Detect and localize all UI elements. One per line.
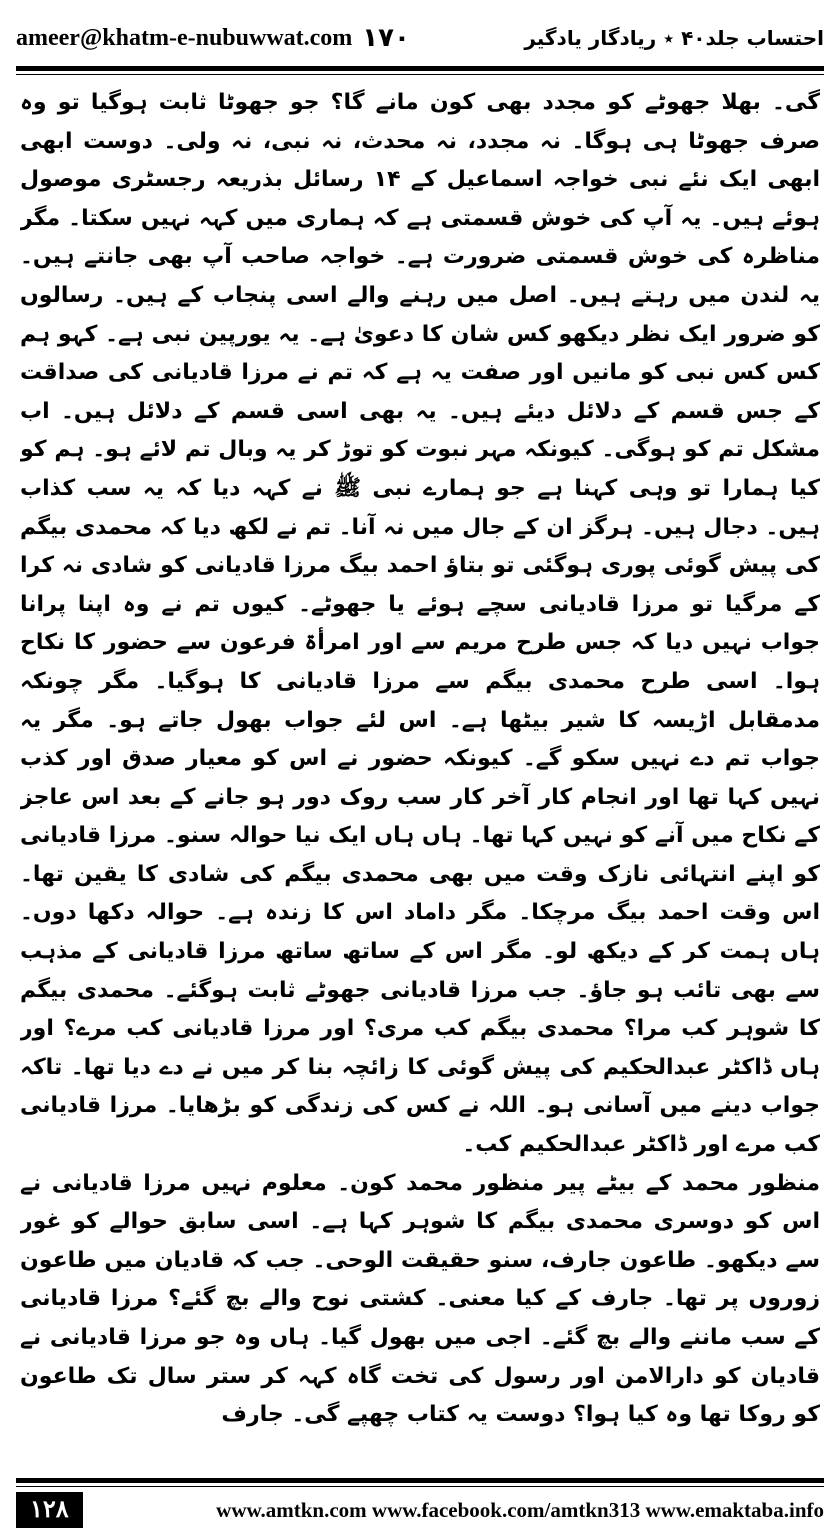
page-header bbox=[16, 14, 824, 62]
header-left bbox=[16, 23, 410, 53]
page-number: ۱۷۰ bbox=[362, 23, 410, 53]
book-title: احتساب جلد۴۰ ٭ ریادگار یادگیر bbox=[524, 26, 824, 50]
email-address: ameer@khatm-e-nubuwwat.com bbox=[16, 24, 353, 51]
footer-rule-thick bbox=[16, 1478, 824, 1483]
header-rule-thick bbox=[16, 66, 824, 71]
paragraph-2: منظور محمد کے بیٹے پیر منظور محمد کون۔ معلوم نہیں مرزا قادیانی نے اس کو دوسری محمدی بیگم کا شوہر کہا ہے۔ اسی سابق حوالے کو غور سے دیکھو۔ طاعون جارف، سنو حقیقت الوحی۔ جب کہ قادیان میں طاعون زوروں پر تھا۔ جارف کے کیا معنی۔ کشتی نوح والے بچ گئے؟ مرزا قادیانی کے سب ماننے والے بچ گئے۔ اجی میں بھول گیا۔ ہاں وہ جو مرزا قادیانی نے قادیان کو دارالامن اور رسول کی تخت گاہ کہہ کر ستر سال تک طاعون کو روکا تھا وہ کیا ہوا؟ دوست یہ کتاب چھپے گی۔ جارف bbox=[20, 1170, 820, 1428]
header-rule-thin bbox=[16, 74, 824, 75]
footer-rule-thin bbox=[16, 1486, 824, 1487]
footer-links[interactable]: www.amtkn.com www.facebook.com/amtkn313 www.emaktaba.info bbox=[216, 1497, 824, 1522]
paragraph-1: گی۔ بھلا جھوٹے کو مجدد بھی کون مانے گا؟ جو جھوٹا ثابت ہوگیا تو وہ صرف جھوٹا ہی ہوگا۔ نہ مجدد، نہ محدث، نہ نبی، نہ ولی۔ دوست ابھی ابھی ایک نئے نبی خواجہ اسماعیل کے ۱۴ رسائل بذریعہ رجسٹری موصول ہوئے ہیں۔ یہ آپ کی خوش قسمتی ہے کہ ہماری میں کہہ نہیں سکتا۔ مگر مناظرہ کی خوش قسمتی ضرورت ہے۔ خواجہ صاحب آپ بھی جانتے ہیں۔ یہ لندن میں رہتے ہیں۔ اصل میں رہنے والے اسی پنجاب کے ہیں۔ رسالوں کو ضرور ایک نظر دیکھو کس شان کا دعویٰ ہے۔ یہ یورپین نبی ہے۔ کہو ہم کس کس نبی کو مانیں اور صفت یہ ہے کہ تم نے مرزا قادیانی کی صداقت کے جس قسم کے دلائل دیئے ہیں۔ یہ بھی اسی قسم کے دلائل ہیں۔ اب مشکل تم کو ہوگی۔ کیونکہ مہر نبوت کو توڑ کر یہ وبال تم لائے ہو۔ ہم کو کیا ہمارا تو وہی کہنا ہے جو ہمارے نبی ﷺ نے کہہ دیا کہ یہ سب کذاب ہیں۔ دجال ہیں۔ ہرگز ان کے جال میں نہ آنا۔ تم نے لکھ دیا کہ محمدی بیگم کی پیش گوئی پوری ہوگئی تو بتاؤ احمد بیگ مرزا قادیانی کو شادی نہ کرا کے مرگیا تو مرزا قادیانی سچے ہوئے یا جھوٹے۔ کیوں تم نے وہ اپنا پرانا جواب نہیں دیا کہ جس طرح مریم سے اور امرأۃ فرعون سے حضور کا نکاح ہوا۔ اسی طرح محمدی بیگم سے مرزا قادیانی کا ہوگیا۔ مگر چونکہ مدمقابل اڑیسہ کا شیر بیٹھا ہے۔ اس لئے جواب بھول جاتے ہو۔ مگر یہ جواب تم دے نہیں سکو گے۔ کیونکہ حضور نے اس کو معیار صدق اور کذب نہیں کہا تھا اور انجام کار آخر کار سب روک دور ہو جانے کے بعد اس عاجز کے نکاح میں آنے کو نہیں کہا تھا۔ ہاں ہاں ایک نیا حوالہ سنو۔ مرزا قادیانی کو اپنے انتہائی نازک وقت میں بھی محمدی بیگم کی شادی کا یقین تھا۔ اس وقت احمد بیگ مرچکا۔ مگر داماد اس کا زندہ ہے۔ حوالہ دکھا دوں۔ ہاں ہمت کر کے دیکھ لو۔ مگر اس کے ساتھ ساتھ مرزا قادیانی کے مذہب سے بھی تائب ہو جاؤ۔ جب مرزا قادیانی جھوٹے ثابت ہوگئے۔ محمدی بیگم کا شوہر کب مرا؟ محمدی بیگم کب مری؟ اور مرزا قادیانی کب مرے؟ اور ہاں ڈاکٹر عبدالحکیم کی پیش گوئی کا زائچہ بنا کر میں نے دے دیا تھا۔ تاکہ جواب دینے میں آسانی ہو۔ اللہ نے کس کی زندگی کو بڑھایا۔ مرزا قادیانی کب مرے اور ڈاکٹر عبدالحکیم کب۔ bbox=[20, 90, 820, 1158]
page-badge: ۱۲۸ bbox=[16, 1492, 83, 1528]
page-footer bbox=[16, 1478, 824, 1530]
body-text bbox=[20, 84, 820, 1474]
footer-row bbox=[16, 1492, 824, 1528]
